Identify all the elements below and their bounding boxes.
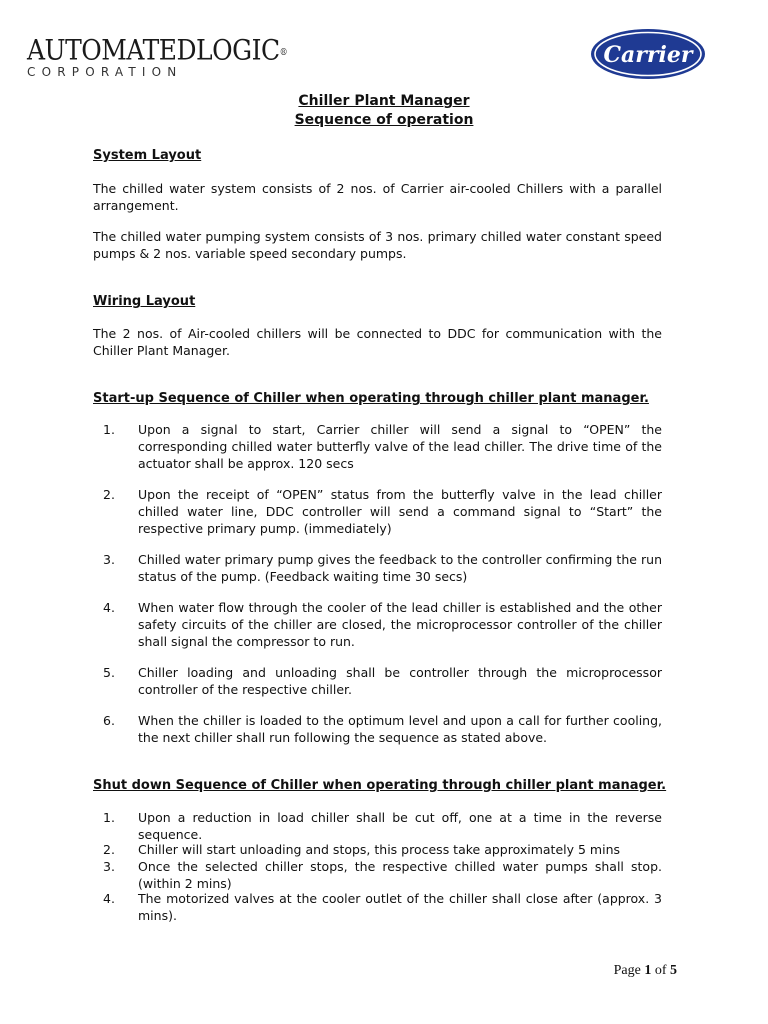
system-layout-paragraph-1: The chilled water system consists of 2 nos. of Carrier air-cooled Chillers with a parallel arrangement. — [93, 181, 662, 213]
list-number: 3. — [103, 859, 115, 874]
list-number: 2. — [103, 842, 115, 857]
footer-page-current: 1 — [644, 963, 652, 978]
list-text: When water flow through the cooler of the lead chiller is established and the other safety circuits of the chiller are closed, the microprocessor controller of the chiller shall signal the compressor to run. — [138, 600, 662, 649]
list-number: 3. — [103, 552, 115, 567]
list-number: 2. — [103, 487, 115, 502]
document-subtitle: Sequence of operation — [294, 112, 474, 128]
logo-brand-text: AUTOMATEDLOGIC — [27, 33, 280, 67]
list-number: 4. — [103, 600, 115, 615]
list-text: Upon a signal to start, Carrier chiller will send a signal to “OPEN” the corresponding chilled water butterfly valve of the lead chiller. The drive time of the actuator shall be approx. 120 secs — [138, 422, 662, 471]
footer-of-word: of — [654, 963, 667, 978]
list-number: 1. — [103, 810, 115, 825]
wiring-layout-paragraph: The 2 nos. of Air-cooled chillers will be connected to DDC for communication with the Chiller Plant Manager. — [93, 326, 662, 358]
section-heading-startup: Start-up Sequence of Chiller when operating through chiller plant manager. — [93, 391, 649, 406]
page-number-footer — [614, 963, 677, 979]
registered-mark: ® — [279, 47, 288, 58]
list-text: Chilled water primary pump gives the feedback to the controller confirming the run status of the pump. (Feedback waiting time 30 secs) — [138, 552, 662, 584]
list-number: 6. — [103, 713, 115, 728]
list-number: 5. — [103, 665, 115, 680]
logo-corporation-text: CORPORATION — [27, 65, 183, 79]
automated-logic-logo — [27, 33, 288, 79]
list-text: Once the selected chiller stops, the respective chilled water pumps shall stop. (within 2 mins) — [138, 859, 662, 891]
list-text: Chiller loading and unloading shall be controller through the microprocessor controller of the respective chiller. — [138, 665, 662, 697]
document-title: Chiller Plant Manager — [298, 93, 470, 109]
section-heading-wiring-layout: Wiring Layout — [93, 294, 196, 309]
list-text: Upon the receipt of “OPEN” status from the butterfly valve in the lead chiller chilled water line, DDC controller will send a command signal to “Start” the respective primary pump. (immediately) — [138, 487, 662, 536]
list-text: The motorized valves at the cooler outlet of the chiller shall close after (approx. 3 mins). — [138, 891, 662, 923]
list-text: Chiller will start unloading and stops, this process take approximately 5 mins — [138, 842, 621, 857]
system-layout-paragraph-2: The chilled water pumping system consists of 3 nos. primary chilled water constant speed pumps & 2 nos. variable speed secondary pumps. — [93, 229, 662, 261]
footer-page-total: 5 — [670, 963, 677, 978]
list-text: When the chiller is loaded to the optimum level and upon a call for further cooling, the next chiller shall run following the sequence as stated above. — [138, 713, 662, 745]
carrier-logo-text: Carrier — [603, 42, 693, 68]
section-heading-shutdown: Shut down Sequence of Chiller when operating through chiller plant manager. — [93, 778, 667, 793]
list-text: Upon a reduction in load chiller shall be cut off, one at a time in the reverse sequence. — [138, 810, 662, 842]
carrier-logo — [589, 27, 707, 81]
footer-page-word: Page — [613, 963, 641, 978]
list-number: 1. — [103, 422, 115, 437]
section-heading-system-layout: System Layout — [93, 148, 202, 163]
list-number: 4. — [103, 891, 115, 906]
